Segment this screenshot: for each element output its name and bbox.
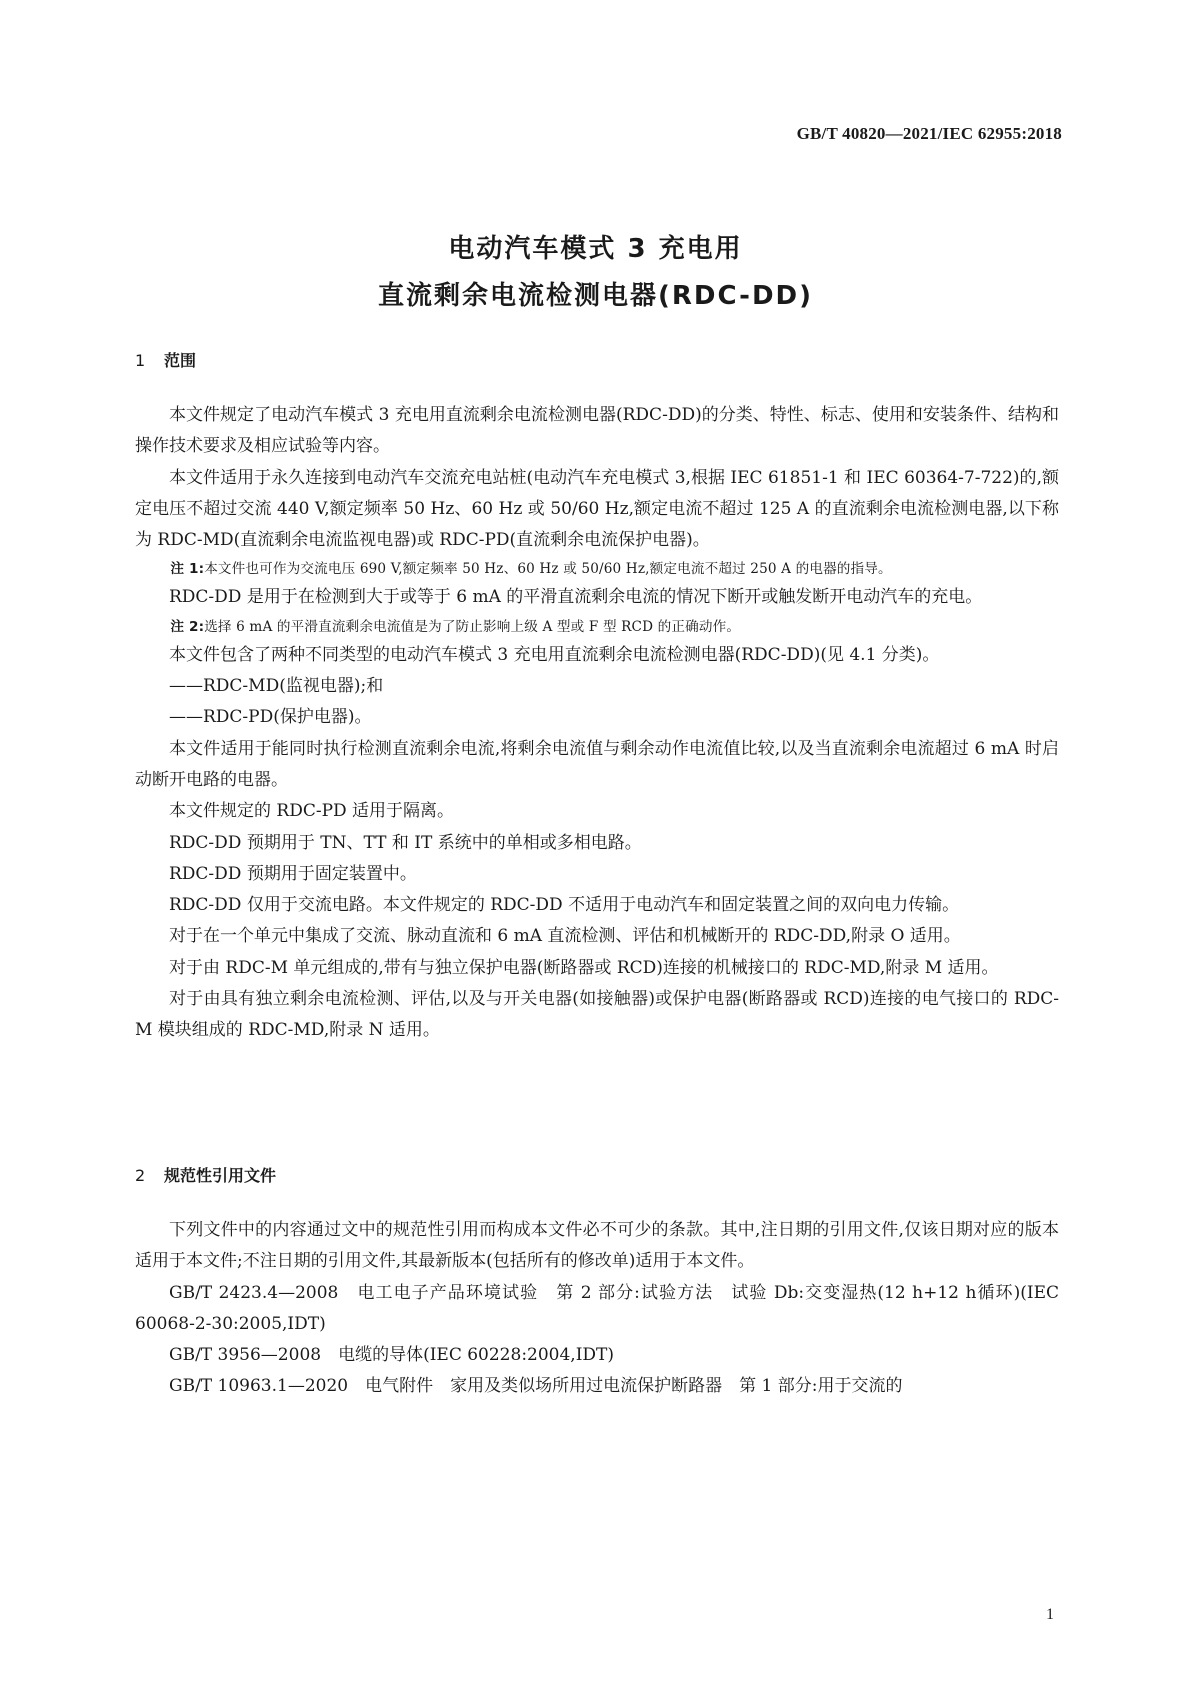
paragraph: 本文件包含了两种不同类型的电动汽车模式 3 充电用直流剩余电流检测电器(RDC-DD)(见 4.1 分类)。 <box>169 644 940 665</box>
paragraph: 本文件规定了电动汽车模式 3 充电用直流剩余电流检测电器(RDC-DD)的分类、特性、标志、使用和安装条件、结构和操作技术要求及相应试验等内容。 <box>135 405 1059 457</box>
note-label: 注 2: <box>170 618 205 635</box>
list-item: ——RDC-PD(保护电器)。 <box>169 707 372 728</box>
list-item: ——RDC-MD(监视电器);和 <box>169 676 384 697</box>
document-title-line-2: 直流剩余电流检测电器(RDC-DD) <box>377 281 813 311</box>
document-title-line-1: 电动汽车模式 3 充电用 <box>448 234 743 264</box>
standard-number: GB/T 40820—2021/IEC 62955:2018 <box>796 124 1062 143</box>
paragraph: RDC-DD 预期用于固定装置中。 <box>169 863 417 884</box>
paragraph: 本文件规定的 RDC-PD 适用于隔离。 <box>169 801 455 822</box>
note-label: 注 1: <box>170 561 205 578</box>
section-title: 范围 <box>164 351 197 370</box>
paragraph: 对于在一个单元中集成了交流、脉动直流和 6 mA 直流检测、评估和机械断开的 RDC-DD,附录 O 适用。 <box>169 926 961 947</box>
section-title: 规范性引用文件 <box>164 1166 277 1185</box>
paragraph: 下列文件中的内容通过文中的规范性引用而构成本文件必不可少的条款。其中,注日期的引用文件,仅该日期对应的版本适用于本文件;不注日期的引用文件,其最新版本(包括所有的修改单)适用于本文件。 <box>135 1220 1059 1272</box>
note-text: 本文件也可作为交流电压 690 V,额定频率 50 Hz、60 Hz 或 50/60 Hz,额定电流不超过 250 A 的电器的指导。 <box>204 561 892 578</box>
reference-item: GB/T 3956—2008 电缆的导体(IEC 60228:2004,IDT) <box>169 1345 615 1366</box>
note-text: 选择 6 mA 的平滑直流剩余电流值是为了防止影响上级 A 型或 F 型 RCD 的正确动作。 <box>204 618 741 635</box>
paragraph: RDC-DD 是用于在检测到大于或等于 6 mA 的平滑直流剩余电流的情况下断开或触发断开电动汽车的充电。 <box>169 587 983 608</box>
reference-item: GB/T 10963.1—2020 电气附件 家用及类似场所用过电流保护断路器 第 1 部分:用于交流的 <box>169 1376 903 1397</box>
section-2-heading <box>135 1163 276 1186</box>
paragraph: RDC-DD 预期用于 TN、TT 和 IT 系统中的单相或多相电路。 <box>169 832 642 853</box>
section-1-body <box>135 400 1059 1047</box>
paragraph: RDC-DD 仅用于交流电路。本文件规定的 RDC-DD 不适用于电动汽车和固定装置之间的双向电力传输。 <box>169 895 960 916</box>
paragraph: 本文件适用于能同时执行检测直流剩余电流,将剩余电流值与剩余动作电流值比较,以及当直流剩余电流超过 6 mA 时启动断开电路的电器。 <box>135 738 1059 790</box>
paragraph: 对于由 RDC-M 单元组成的,带有与独立保护电器(断路器或 RCD)连接的机械接口的 RDC-MD,附录 M 适用。 <box>169 957 999 978</box>
page-number: 1 <box>1046 1606 1054 1623</box>
note <box>135 614 1059 640</box>
paragraph: 本文件适用于永久连接到电动汽车交流充电站桩(电动汽车充电模式 3,根据 IEC 61851-1 和 IEC 60364-7-722)的,额定电压不超过交流 440 V,额定频率 50 Hz、60 Hz 或 50/60 Hz,额定电流不超过 125 A 的直流剩余电流检测电器,以下称为 RDC-MD(直流剩余电流监视电器)或 RDC-PD(直流剩余电流保护电器)。 <box>135 467 1059 551</box>
reference-item: GB/T 2423.4—2008 电工电子产品环境试验 第 2 部分:试验方法 试验 Db:交变湿热(12 h+12 h循环)(IEC 60068-2-30:2005,IDT) <box>135 1282 1059 1334</box>
paragraph: 对于由具有独立剩余电流检测、评估,以及与开关电器(如接触器)或保护电器(断路器或 RCD)连接的电气接口的 RDC-M 模块组成的 RDC-MD,附录 N 适用。 <box>135 989 1059 1041</box>
section-1-heading <box>135 348 196 371</box>
note <box>135 556 1059 582</box>
section-number: 1 <box>135 351 146 370</box>
section-2-body <box>135 1215 1059 1403</box>
section-number: 2 <box>135 1166 146 1185</box>
